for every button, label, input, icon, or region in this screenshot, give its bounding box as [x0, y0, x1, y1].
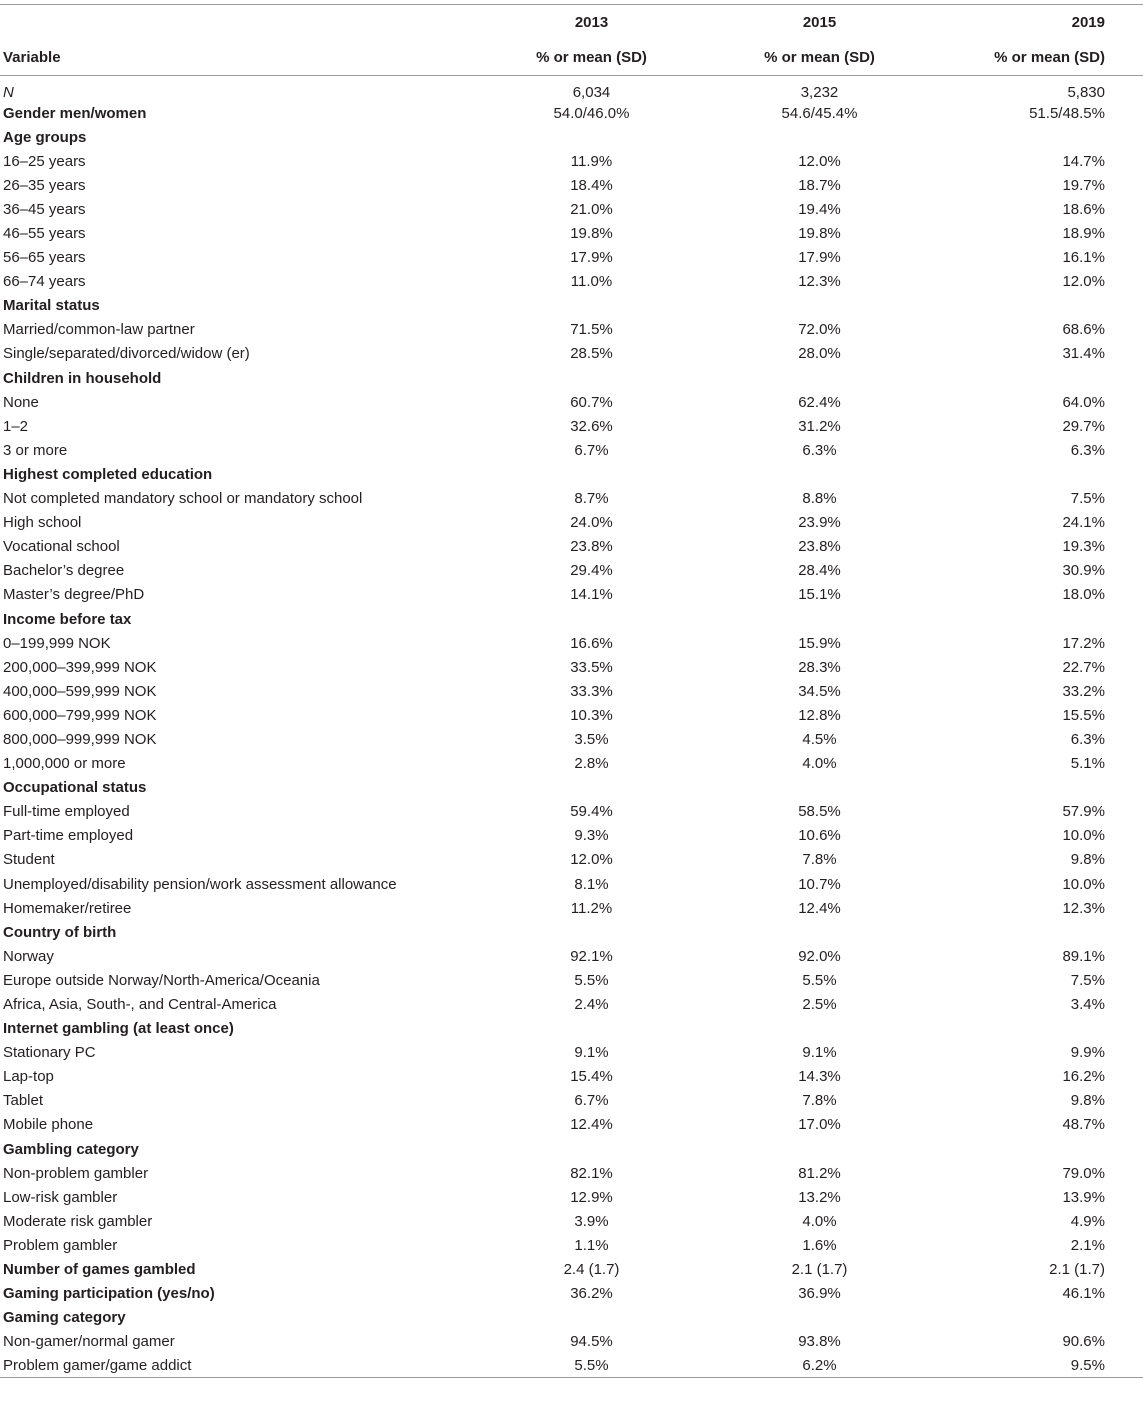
row-label: 200,000–399,999 NOK	[3, 658, 157, 676]
row-label: 800,000–999,999 NOK	[3, 730, 157, 748]
data-table-container	[0, 4, 1143, 1378]
row-label: Norway	[3, 947, 54, 965]
table-row	[0, 944, 1143, 968]
cell-2019: 2.1%	[1070, 1236, 1105, 1254]
cell-2019: 14.7%	[1062, 152, 1105, 170]
cell-2015	[708, 776, 931, 800]
row-section-label: Occupational status	[3, 779, 147, 797]
table-row	[0, 1089, 1143, 1113]
cell-2019: 31.4%	[1062, 345, 1105, 363]
cell-2015: 6.2%	[802, 1357, 837, 1375]
cell-2019	[931, 607, 1143, 631]
cell-2015: 9.1%	[802, 1044, 837, 1062]
header-variable: Variable	[0, 39, 475, 76]
row-section-label: Marital status	[3, 297, 100, 315]
row-label: 600,000–799,999 NOK	[3, 706, 157, 724]
table-row	[0, 703, 1143, 727]
cell-2015: 4.0%	[802, 755, 837, 773]
cell-2019	[931, 1306, 1143, 1330]
cell-2015: 54.6/45.4%	[781, 104, 858, 122]
table-row	[0, 824, 1143, 848]
header-year-2013: 2013	[574, 13, 609, 31]
cell-2013: 54.0/46.0%	[553, 104, 630, 122]
cell-2019: 9.8%	[1070, 851, 1105, 869]
cell-2013: 12.0%	[570, 851, 613, 869]
row-label: 1,000,000 or more	[3, 755, 126, 773]
cell-2019: 89.1%	[1062, 947, 1105, 965]
row-section-label: Children in household	[3, 369, 162, 387]
cell-2019	[931, 125, 1143, 149]
cell-2019: 57.9%	[1062, 803, 1105, 821]
row-label: Married/common-law partner	[3, 321, 195, 339]
row-section-label: Gaming participation (yes/no)	[3, 1285, 215, 1303]
cell-2019: 46.1%	[1062, 1285, 1105, 1303]
row-label: Problem gambler	[3, 1236, 118, 1254]
cell-2013	[475, 1137, 708, 1161]
cell-2015: 19.8%	[798, 225, 841, 243]
table-row	[0, 173, 1143, 197]
cell-2019	[931, 294, 1143, 318]
table-row	[0, 1185, 1143, 1209]
cell-2015: 4.0%	[802, 1212, 837, 1230]
cell-2013: 29.4%	[570, 562, 613, 580]
row-label: Vocational school	[3, 538, 120, 556]
cell-2019: 10.0%	[1062, 827, 1105, 845]
row-label: 3 or more	[3, 441, 68, 459]
row-label: Single/separated/divorced/widow (er)	[3, 345, 250, 363]
table-row	[0, 679, 1143, 703]
cell-2019: 7.5%	[1070, 490, 1105, 508]
row-label: Europe outside Norway/North-America/Oceania	[3, 971, 320, 989]
cell-2013: 8.1%	[574, 875, 609, 893]
row-label: Lap-top	[3, 1068, 54, 1086]
cell-2013	[475, 920, 708, 944]
cell-2019: 4.9%	[1070, 1212, 1105, 1230]
table-row	[0, 462, 1143, 486]
cell-2013: 24.0%	[570, 514, 613, 532]
table-row	[0, 655, 1143, 679]
header-measure-2013: % or mean (SD)	[475, 39, 708, 76]
cell-2015: 31.2%	[798, 417, 841, 435]
table-row	[0, 1306, 1143, 1330]
cell-2015: 12.0%	[798, 152, 841, 170]
row-label: Student	[3, 851, 55, 869]
table-row	[0, 583, 1143, 607]
cell-2013: 60.7%	[570, 393, 613, 411]
cell-2015: 93.8%	[798, 1333, 841, 1351]
cell-2013: 17.9%	[570, 249, 613, 267]
cell-2015: 2.5%	[802, 996, 837, 1014]
cell-2015: 12.8%	[798, 706, 841, 724]
cell-2019	[931, 1017, 1143, 1041]
cell-2013: 92.1%	[570, 947, 613, 965]
table-row	[0, 752, 1143, 776]
cell-2015: 10.7%	[798, 875, 841, 893]
cell-2015	[708, 125, 931, 149]
cell-2019	[931, 920, 1143, 944]
table-row	[0, 125, 1143, 149]
table-row	[0, 631, 1143, 655]
row-label: Full-time employed	[3, 803, 130, 821]
cell-2013: 23.8%	[570, 538, 613, 556]
cell-2015: 7.8%	[802, 1092, 837, 1110]
table-row	[0, 992, 1143, 1016]
cell-2015: 17.0%	[798, 1116, 841, 1134]
cell-2015: 72.0%	[798, 321, 841, 339]
cell-2013: 32.6%	[570, 417, 613, 435]
cell-2015	[708, 920, 931, 944]
cell-2013: 5.5%	[574, 971, 609, 989]
row-label: Moderate risk gambler	[3, 1212, 153, 1230]
cell-2013: 9.1%	[574, 1044, 609, 1062]
cell-2015: 14.3%	[798, 1068, 841, 1086]
cell-2015: 28.3%	[798, 658, 841, 676]
cell-2015: 34.5%	[798, 682, 841, 700]
cell-2015: 19.4%	[798, 200, 841, 218]
cell-2015	[708, 1137, 931, 1161]
cell-2019: 16.1%	[1062, 249, 1105, 267]
row-label: Tablet	[3, 1092, 44, 1110]
cell-2019: 5.1%	[1070, 755, 1105, 773]
cell-2019: 9.9%	[1070, 1044, 1105, 1062]
cell-2019: 12.3%	[1062, 899, 1105, 917]
cell-2015	[708, 366, 931, 390]
table-row	[0, 848, 1143, 872]
descriptive-statistics-table	[0, 4, 1143, 1378]
header-row-measures	[0, 39, 1143, 76]
header-year-2015: 2015	[802, 13, 837, 31]
cell-2019: 13.9%	[1062, 1188, 1105, 1206]
row-section-label: Age groups	[3, 128, 87, 146]
cell-2019: 19.7%	[1062, 176, 1105, 194]
table-row	[0, 294, 1143, 318]
cell-2015: 58.5%	[798, 803, 841, 821]
cell-2013: 3.5%	[574, 730, 609, 748]
cell-2013: 2.4 (1.7)	[563, 1261, 620, 1279]
cell-2015: 28.4%	[798, 562, 841, 580]
cell-2013: 6.7%	[574, 441, 609, 459]
cell-2013	[475, 607, 708, 631]
row-label: Africa, Asia, South-, and Central-America	[3, 996, 277, 1014]
row-section-label: Gender men/women	[3, 104, 147, 122]
cell-2019: 79.0%	[1062, 1164, 1105, 1182]
cell-2013	[475, 776, 708, 800]
cell-2013	[475, 462, 708, 486]
table-row	[0, 1017, 1143, 1041]
table-header	[0, 5, 1143, 76]
cell-2015: 8.8%	[802, 490, 837, 508]
row-label: 36–45 years	[3, 200, 86, 218]
row-label: High school	[3, 514, 82, 532]
cell-2013: 19.8%	[570, 225, 613, 243]
cell-2019: 51.5/48.5%	[1029, 104, 1105, 122]
cell-2015: 36.9%	[798, 1285, 841, 1303]
cell-2013: 1.1%	[574, 1236, 609, 1254]
table-row	[0, 1041, 1143, 1065]
cell-2015: 5.5%	[802, 971, 837, 989]
cell-2019: 18.9%	[1062, 225, 1105, 243]
cell-2015: 15.9%	[798, 634, 841, 652]
row-label: Master’s degree/PhD	[3, 586, 145, 604]
header-measure-2015: % or mean (SD)	[708, 39, 931, 76]
cell-2015	[708, 294, 931, 318]
cell-2019: 29.7%	[1062, 417, 1105, 435]
cell-2019	[931, 776, 1143, 800]
cell-2013: 9.3%	[574, 827, 609, 845]
cell-2013: 15.4%	[570, 1068, 613, 1086]
cell-2019: 2.1 (1.7)	[1049, 1261, 1105, 1279]
cell-2019: 90.6%	[1062, 1333, 1105, 1351]
row-label: Mobile phone	[3, 1116, 94, 1134]
cell-2019: 16.2%	[1062, 1068, 1105, 1086]
cell-2019	[931, 1137, 1143, 1161]
cell-2019: 22.7%	[1062, 658, 1105, 676]
cell-2019: 68.6%	[1062, 321, 1105, 339]
cell-2015: 10.6%	[798, 827, 841, 845]
table-row	[0, 776, 1143, 800]
cell-2015	[708, 462, 931, 486]
cell-2015	[708, 1017, 931, 1041]
cell-2013	[475, 294, 708, 318]
cell-2013	[475, 366, 708, 390]
cell-2013: 3.9%	[574, 1212, 609, 1230]
header-measure-2019: % or mean (SD)	[931, 39, 1143, 76]
table-row	[0, 1233, 1143, 1257]
row-label: None	[3, 393, 39, 411]
cell-2013: 2.4%	[574, 996, 609, 1014]
table-row	[0, 270, 1143, 294]
cell-2019: 12.0%	[1062, 273, 1105, 291]
cell-2019: 17.2%	[1062, 634, 1105, 652]
cell-2019: 18.0%	[1062, 586, 1105, 604]
cell-2013: 6.7%	[574, 1092, 609, 1110]
cell-2019: 10.0%	[1062, 875, 1105, 893]
cell-2013: 11.9%	[570, 152, 613, 170]
cell-2013: 36.2%	[570, 1285, 613, 1303]
table-row	[0, 487, 1143, 511]
cell-2013: 28.5%	[570, 345, 613, 363]
cell-2019: 30.9%	[1062, 562, 1105, 580]
cell-2019: 6.3%	[1070, 441, 1105, 459]
table-body	[0, 76, 1143, 1378]
table-row	[0, 76, 1143, 102]
row-label: 26–35 years	[3, 176, 86, 194]
row-section-label: Country of birth	[3, 923, 117, 941]
table-row	[0, 438, 1143, 462]
cell-2013: 33.3%	[570, 682, 613, 700]
table-row	[0, 559, 1143, 583]
cell-2013: 5.5%	[574, 1357, 609, 1375]
cell-2015: 6.3%	[802, 441, 837, 459]
cell-2015: 4.5%	[802, 730, 837, 748]
cell-2013: 12.9%	[570, 1188, 613, 1206]
header-year-2019: 2019	[1071, 13, 1105, 31]
cell-2019: 24.1%	[1062, 514, 1105, 532]
header-row-years	[0, 5, 1143, 40]
table-row	[0, 535, 1143, 559]
row-section-label: Income before tax	[3, 610, 132, 628]
table-row	[0, 1161, 1143, 1185]
cell-2015: 17.9%	[798, 249, 841, 267]
cell-2013: 14.1%	[570, 586, 613, 604]
table-row	[0, 1113, 1143, 1137]
row-section-label: Gaming category	[3, 1309, 126, 1327]
table-row	[0, 896, 1143, 920]
header-empty-cell	[0, 5, 475, 40]
cell-2013: 10.3%	[570, 706, 613, 724]
cell-2013: 11.2%	[570, 899, 613, 917]
table-row	[0, 1137, 1143, 1161]
cell-2015: 3,232	[800, 84, 839, 101]
table-row	[0, 1209, 1143, 1233]
table-row	[0, 366, 1143, 390]
row-label: Unemployed/disability pension/work assessment allowance	[3, 875, 397, 893]
row-label: Bachelor’s degree	[3, 562, 125, 580]
cell-2013: 18.4%	[570, 176, 613, 194]
row-section-label: Internet gambling (at least once)	[3, 1020, 234, 1038]
cell-2013: 71.5%	[570, 321, 613, 339]
cell-2019: 15.5%	[1062, 706, 1105, 724]
row-label: 66–74 years	[3, 273, 86, 291]
cell-2019	[931, 462, 1143, 486]
row-label: 0–199,999 NOK	[3, 634, 111, 652]
cell-2013: 33.5%	[570, 658, 613, 676]
cell-2015: 81.2%	[798, 1164, 841, 1182]
cell-2015: 2.1 (1.7)	[791, 1261, 848, 1279]
table-row	[0, 607, 1143, 631]
cell-2015: 62.4%	[798, 393, 841, 411]
cell-2015	[708, 607, 931, 631]
row-label: 400,000–599,999 NOK	[3, 682, 157, 700]
cell-2019: 19.3%	[1062, 538, 1105, 556]
cell-2019: 48.7%	[1062, 1116, 1105, 1134]
table-row	[0, 197, 1143, 221]
table-row	[0, 1065, 1143, 1089]
cell-2015: 23.9%	[798, 514, 841, 532]
cell-2019: 64.0%	[1062, 393, 1105, 411]
row-section-label: Number of games gambled	[3, 1261, 196, 1279]
row-label: 56–65 years	[3, 249, 86, 267]
table-row	[0, 342, 1143, 366]
cell-2013: 12.4%	[570, 1116, 613, 1134]
table-row	[0, 149, 1143, 173]
cell-2013: 6,034	[572, 84, 611, 101]
table-row	[0, 800, 1143, 824]
table-row	[0, 246, 1143, 270]
table-row	[0, 390, 1143, 414]
cell-2019: 3.4%	[1070, 996, 1105, 1014]
cell-2013: 21.0%	[570, 200, 613, 218]
table-row	[0, 727, 1143, 751]
cell-2019: 7.5%	[1070, 971, 1105, 989]
row-label: Part-time employed	[3, 827, 134, 845]
table-row	[0, 920, 1143, 944]
table-row	[0, 511, 1143, 535]
table-row	[0, 101, 1143, 125]
cell-2015: 28.0%	[798, 345, 841, 363]
row-label: Not completed mandatory school or mandatory school	[3, 490, 363, 508]
row-label: N	[3, 84, 14, 101]
cell-2013: 82.1%	[570, 1164, 613, 1182]
cell-2015: 7.8%	[802, 851, 837, 869]
cell-2015: 92.0%	[798, 947, 841, 965]
table-row	[0, 968, 1143, 992]
row-label: 46–55 years	[3, 225, 86, 243]
cell-2013: 59.4%	[570, 803, 613, 821]
cell-2015: 23.8%	[798, 538, 841, 556]
table-row	[0, 414, 1143, 438]
cell-2015: 18.7%	[798, 176, 841, 194]
cell-2015: 12.4%	[798, 899, 841, 917]
row-label: 16–25 years	[3, 152, 86, 170]
cell-2019: 6.3%	[1070, 730, 1105, 748]
cell-2013: 8.7%	[574, 490, 609, 508]
row-label: Stationary PC	[3, 1044, 96, 1062]
cell-2013	[475, 125, 708, 149]
cell-2015: 13.2%	[798, 1188, 841, 1206]
cell-2019: 18.6%	[1062, 200, 1105, 218]
cell-2015	[708, 1306, 931, 1330]
cell-2013: 94.5%	[570, 1333, 613, 1351]
table-row	[0, 1258, 1143, 1282]
cell-2013	[475, 1306, 708, 1330]
table-row	[0, 221, 1143, 245]
table-row	[0, 1282, 1143, 1306]
row-label: Non-problem gambler	[3, 1164, 149, 1182]
cell-2015: 12.3%	[798, 273, 841, 291]
cell-2013	[475, 1017, 708, 1041]
cell-2015: 15.1%	[798, 586, 841, 604]
table-row	[0, 872, 1143, 896]
cell-2015: 1.6%	[802, 1236, 837, 1254]
cell-2019	[931, 366, 1143, 390]
table-row	[0, 1354, 1143, 1378]
row-label: Non-gamer/normal gamer	[3, 1333, 175, 1351]
cell-2019: 5,830	[1067, 84, 1105, 101]
table-row	[0, 318, 1143, 342]
row-section-label: Highest completed education	[3, 465, 213, 483]
row-label: Low-risk gambler	[3, 1188, 118, 1206]
row-label: Homemaker/retiree	[3, 899, 132, 917]
cell-2019: 33.2%	[1062, 682, 1105, 700]
row-section-label: Gambling category	[3, 1140, 139, 1158]
cell-2019: 9.5%	[1070, 1357, 1105, 1375]
row-label: 1–2	[3, 417, 29, 435]
cell-2013: 16.6%	[570, 634, 613, 652]
row-label: Problem gamer/game addict	[3, 1357, 192, 1375]
cell-2013: 2.8%	[574, 755, 609, 773]
table-row	[0, 1330, 1143, 1354]
cell-2019: 9.8%	[1070, 1092, 1105, 1110]
cell-2013: 11.0%	[570, 273, 613, 291]
